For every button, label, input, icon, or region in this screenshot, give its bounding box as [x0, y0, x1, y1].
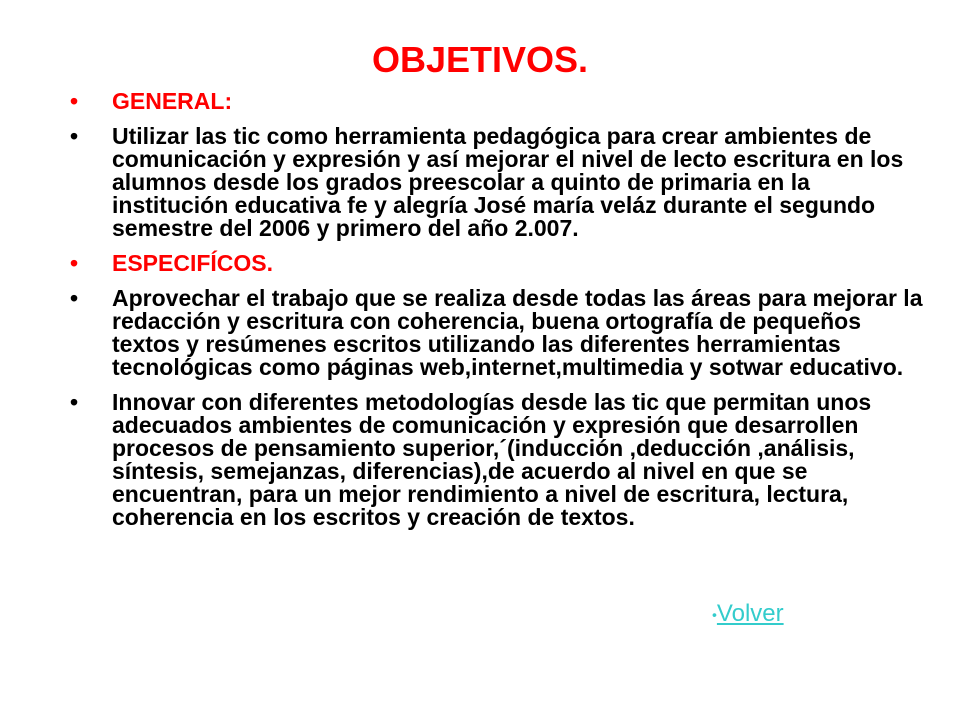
- bullet-dot: •: [70, 250, 79, 276]
- bullet-dot: •: [70, 389, 79, 415]
- bullet-text: Innovar con diferentes metodologías desde las tic que permitan unos adecuados ambientes de comunicación y expresión que desarrollen procesos de pensamiento superior,´(inducción ,deducción ,análisis, síntesis, semejanzas, diferencias),de acuerdo al nivel en que se encuentran, para un mejor rendimiento a nivel de escritura, lectura, coherencia en los escritos y creación de textos.: [112, 389, 872, 530]
- slide-title: OBJETIVOS.: [371, 39, 589, 80]
- bullet-specific-objective-1: [70, 287, 930, 379]
- bullet-text: Utilizar las tic como herramienta pedagógica para crear ambientes de comunicación y expresión y así mejorar el nivel de lecto escritura en los alumnos desde los grados preescolar a quinto de primaria en la institución educativa fe y alegría José maría veláz durante el segundo semestre del 2006 y primero del año 2.007.: [112, 123, 904, 241]
- bullet-dot: •: [70, 123, 79, 149]
- bullet-text: ESPECIFÍCOS.: [112, 250, 274, 276]
- bullet-text: GENERAL:: [112, 88, 233, 114]
- bullet-dot: •: [70, 285, 79, 311]
- volver-link[interactable]: Volver: [716, 600, 784, 627]
- bullet-dot: •: [70, 88, 79, 114]
- bullet-general-objective: [70, 125, 930, 240]
- link-bullet-dot: •: [712, 606, 717, 623]
- bullet-specific-objective-2: [70, 391, 930, 529]
- volver-link-wrap: [712, 600, 784, 629]
- bullet-text: Aprovechar el trabajo que se realiza desde todas las áreas para mejorar la redacción y escritura con coherencia, buena ortografía de pequeños textos y resúmenes escritos utilizando las diferentes herramientas tecnológicas como páginas web,internet,multimedia y sotwar educativo.: [112, 285, 923, 380]
- bullet-general-heading: [70, 90, 930, 113]
- bullet-specific-heading: [70, 252, 930, 275]
- objectives-list: [70, 90, 930, 541]
